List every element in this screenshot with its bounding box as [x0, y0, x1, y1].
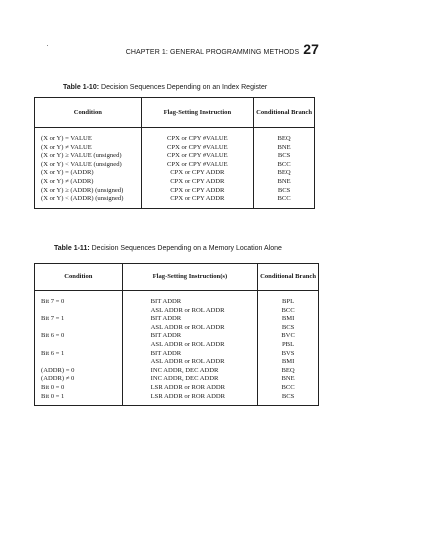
- branch-cell: BCS: [258, 324, 319, 333]
- condition-cell: [35, 307, 123, 316]
- instruction-cell: CPX or CPY #VALUE: [141, 152, 254, 161]
- table-row: [35, 178, 315, 187]
- table-row: [35, 375, 319, 384]
- instruction-cell: ASL ADDR or ROL ADDR: [122, 358, 257, 367]
- branch-cell: BMI: [258, 358, 319, 367]
- table-row: [35, 332, 319, 341]
- condition-cell: (X or Y) = VALUE: [35, 135, 142, 144]
- table2-caption: [54, 245, 282, 252]
- branch-cell: BNE: [254, 144, 315, 153]
- instruction-cell: INC ADDR, DEC ADDR: [122, 367, 257, 376]
- table2-label: Table 1-11:: [54, 245, 90, 252]
- table-row: [35, 341, 319, 350]
- branch-cell: BCC: [258, 307, 319, 316]
- table-row: [35, 307, 319, 316]
- table1-header-condition: Condition: [35, 98, 142, 128]
- table-row: [35, 144, 315, 153]
- condition-cell: Bit 0 = 0: [35, 384, 123, 393]
- instruction-cell: BIT ADDR: [122, 350, 257, 359]
- table-row: [35, 350, 319, 359]
- table-row: [35, 358, 319, 367]
- branch-cell: PBL: [258, 341, 319, 350]
- table-row: [35, 135, 315, 144]
- instruction-cell: ASL ADDR or ROL ADDR: [122, 307, 257, 316]
- instruction-cell: ASL ADDR or ROL ADDR: [122, 341, 257, 350]
- instruction-cell: INC ADDR, DEC ADDR: [122, 375, 257, 384]
- table2-title: Decision Sequences Depending on a Memory Location Alone: [91, 245, 282, 252]
- instruction-cell: ASL ADDR or ROL ADDR: [122, 324, 257, 333]
- branch-cell: BCC: [254, 195, 315, 208]
- branch-cell: BMI: [258, 315, 319, 324]
- instruction-cell: CPX or CPY ADDR: [141, 169, 254, 178]
- condition-cell: (ADDR) = 0: [35, 367, 123, 376]
- branch-cell: BCS: [254, 152, 315, 161]
- branch-cell: BPL: [258, 298, 319, 307]
- condition-cell: (X or Y) ≥ (ADDR) (unsigned): [35, 187, 142, 196]
- condition-cell: [35, 358, 123, 367]
- table-row: [35, 169, 315, 178]
- table-row: [35, 315, 319, 324]
- instruction-cell: CPX or CPY #VALUE: [141, 161, 254, 170]
- branch-cell: BEQ: [258, 367, 319, 376]
- condition-cell: (X or Y) < (ADDR) (unsigned): [35, 195, 142, 208]
- table-row: [35, 384, 319, 393]
- instruction-cell: CPX or CPY ADDR: [141, 195, 254, 208]
- condition-cell: (X or Y) ≥ VALUE (unsigned): [35, 152, 142, 161]
- branch-cell: BCC: [254, 161, 315, 170]
- table1-header-instruction: Flag-Setting Instruction: [141, 98, 254, 128]
- table-row: [35, 367, 319, 376]
- branch-cell: BVC: [258, 332, 319, 341]
- table2-header-condition: Condition: [35, 264, 123, 291]
- table-row: [35, 161, 315, 170]
- table2-body: [35, 291, 319, 406]
- instruction-cell: CPX or CPY #VALUE: [141, 135, 254, 144]
- table-row: [35, 324, 319, 333]
- instruction-cell: CPX or CPY #VALUE: [141, 144, 254, 153]
- branch-cell: BNE: [258, 375, 319, 384]
- instruction-cell: LSR ADDR or ROR ADDR: [122, 393, 257, 406]
- branch-cell: BNE: [254, 178, 315, 187]
- condition-cell: Bit 6 = 0: [35, 332, 123, 341]
- instruction-cell: BIT ADDR: [122, 332, 257, 341]
- condition-cell: [35, 324, 123, 333]
- chapter-title: CHAPTER 1: GENERAL PROGRAMMING METHODS: [125, 49, 300, 56]
- condition-cell: Bit 6 = 1: [35, 350, 123, 359]
- table-row: [35, 298, 319, 307]
- branch-cell: BEQ: [254, 169, 315, 178]
- page-number: 27: [303, 41, 319, 57]
- branch-cell: BCS: [254, 187, 315, 196]
- table1: [34, 97, 315, 209]
- branch-cell: BCC: [258, 384, 319, 393]
- table-row: [35, 195, 315, 208]
- table2: [34, 263, 319, 406]
- condition-cell: (X or Y) < VALUE (unsigned): [35, 161, 142, 170]
- table1-label: Table 1-10:: [63, 84, 100, 91]
- table1-header-branch: Conditional Branch: [254, 98, 315, 128]
- condition-cell: (X or Y) = (ADDR): [35, 169, 142, 178]
- instruction-cell: BIT ADDR: [122, 298, 257, 307]
- instruction-cell: CPX or CPY ADDR: [141, 178, 254, 187]
- table2-header-branch: Conditional Branch: [258, 264, 319, 291]
- condition-cell: (X or Y) ≠ VALUE: [35, 144, 142, 153]
- condition-cell: Bit 7 = 1: [35, 315, 123, 324]
- table1-caption: [63, 84, 267, 91]
- instruction-cell: CPX or CPY ADDR: [141, 187, 254, 196]
- table1-title: Decision Sequences Depending on an Index Register: [101, 84, 268, 91]
- table1-body: [35, 128, 315, 209]
- table-row: [35, 152, 315, 161]
- condition-cell: (ADDR) ≠ 0: [35, 375, 123, 384]
- instruction-cell: LSR ADDR or ROR ADDR: [122, 384, 257, 393]
- condition-cell: Bit 7 = 0: [35, 298, 123, 307]
- condition-cell: [35, 341, 123, 350]
- scan-speck: [47, 45, 48, 46]
- instruction-cell: BIT ADDR: [122, 315, 257, 324]
- branch-cell: BEQ: [254, 135, 315, 144]
- branch-cell: BCS: [258, 393, 319, 406]
- table-row: [35, 393, 319, 406]
- page-header: [126, 41, 319, 57]
- table-row: [35, 187, 315, 196]
- condition-cell: (X or Y) ≠ (ADDR): [35, 178, 142, 187]
- table2-header-instruction: Flag-Setting Instruction(s): [122, 264, 257, 291]
- condition-cell: Bit 0 = 1: [35, 393, 123, 406]
- branch-cell: BVS: [258, 350, 319, 359]
